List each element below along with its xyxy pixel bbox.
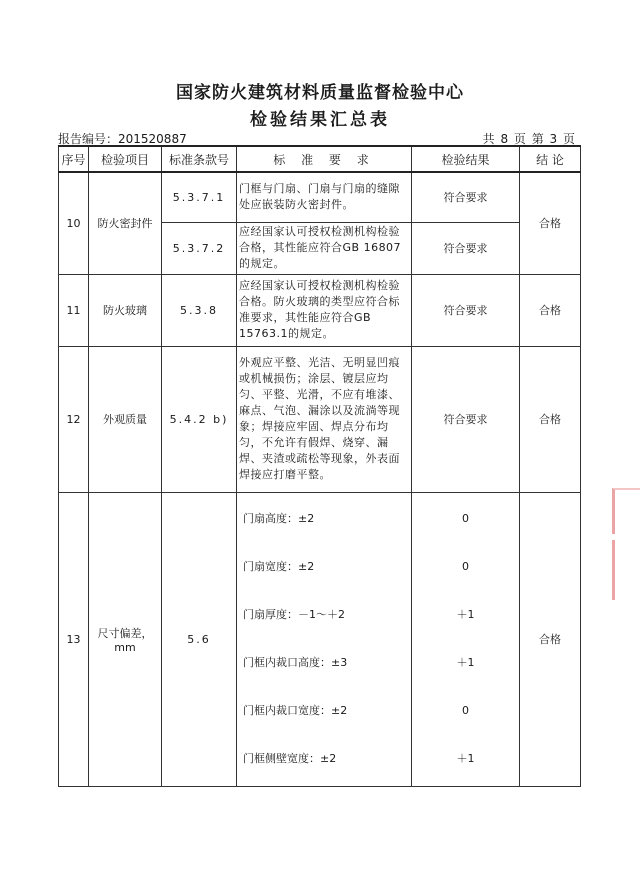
list-item: 0 bbox=[462, 511, 469, 525]
row-result bbox=[412, 492, 520, 786]
page-indicator: 共 8 页 第 3 页 bbox=[482, 132, 576, 146]
col-header-conclusion: 结 论 bbox=[520, 146, 581, 172]
table-row bbox=[59, 346, 581, 492]
col-header-no: 序号 bbox=[59, 146, 89, 172]
row-item: 防火玻璃 bbox=[89, 274, 162, 346]
list-item: ＋1 bbox=[456, 655, 475, 669]
dimension-result-list bbox=[414, 493, 517, 767]
row-clause: 5.3.7.2 bbox=[162, 222, 237, 274]
list-item: 门扇高度：±2 bbox=[243, 511, 315, 525]
seal-fragment-bottom bbox=[612, 540, 640, 600]
dimension-requirement-list bbox=[239, 493, 409, 767]
row-result: 符合要求 bbox=[412, 346, 520, 492]
row-no: 10 bbox=[59, 172, 89, 274]
col-header-clause: 标准条款号 bbox=[162, 146, 237, 172]
col-header-requirement: 标 准 要 求 bbox=[237, 146, 412, 172]
row-conclusion: 合格 bbox=[520, 346, 581, 492]
table-row bbox=[59, 172, 581, 222]
seal-fragment-top bbox=[612, 488, 640, 534]
row-requirement bbox=[237, 492, 412, 786]
table-row bbox=[59, 492, 581, 786]
row-conclusion: 合格 bbox=[520, 492, 581, 786]
row-requirement: 应经国家认可授权检测机构检验合格，其性能应符合GB 16807的规定。 bbox=[237, 222, 412, 274]
row-result: 符合要求 bbox=[412, 274, 520, 346]
row-conclusion: 合格 bbox=[520, 172, 581, 274]
row-requirement: 应经国家认可授权检测机构检验合格。防火玻璃的类型应符合标准要求，其性能应符合GB 15763.1的规定。 bbox=[237, 274, 412, 346]
report-number: 报告编号：201520887 bbox=[58, 132, 187, 146]
row-result: 符合要求 bbox=[412, 222, 520, 274]
list-item: 0 bbox=[462, 559, 469, 573]
row-conclusion: 合格 bbox=[520, 274, 581, 346]
list-item: 门框侧壁宽度：±2 bbox=[243, 751, 337, 765]
row-clause: 5.3.7.1 bbox=[162, 172, 237, 222]
list-item: 门扇宽度：±2 bbox=[243, 559, 315, 573]
row-no: 12 bbox=[59, 346, 89, 492]
row-no: 13 bbox=[59, 492, 89, 786]
list-item: ＋1 bbox=[456, 751, 475, 765]
row-clause: 5.4.2 b) bbox=[162, 346, 237, 492]
results-table bbox=[58, 145, 581, 787]
page-title: 国家防火建筑材料质量监督检验中心 bbox=[176, 83, 464, 103]
list-item: ＋1 bbox=[456, 607, 475, 621]
list-item: 门扇厚度：－1～＋2 bbox=[243, 607, 345, 621]
col-header-item: 检验项目 bbox=[89, 146, 162, 172]
list-item: 门框内裁口高度：±3 bbox=[243, 655, 348, 669]
table-row bbox=[59, 274, 581, 346]
row-clause: 5.6 bbox=[162, 492, 237, 786]
row-no: 11 bbox=[59, 274, 89, 346]
row-clause: 5.3.8 bbox=[162, 274, 237, 346]
row-requirement: 门框与门扇、门扇与门扇的缝隙处应嵌装防火密封件。 bbox=[237, 172, 412, 222]
row-item: 尺寸偏差，mm bbox=[89, 492, 162, 786]
list-item: 门框内裁口宽度：±2 bbox=[243, 703, 348, 717]
row-item: 防火密封件 bbox=[89, 172, 162, 274]
list-item: 0 bbox=[462, 703, 469, 717]
row-requirement: 外观应平整、光洁、无明显凹痕或机械损伤；涂层、镀层应均匀、平整、光滑，不应有堆漆、麻点、气泡、漏涂以及流淌等现象；焊接应牢固、焊点分布均匀，不允许有假焊、烧穿、漏焊、夹渣或疏松等现象，外表面焊接应打磨平整。 bbox=[237, 346, 412, 492]
row-result: 符合要求 bbox=[412, 172, 520, 222]
row-item: 外观质量 bbox=[89, 346, 162, 492]
page-subtitle: 检验结果汇总表 bbox=[250, 110, 390, 130]
table-header-row bbox=[59, 146, 581, 172]
col-header-result: 检验结果 bbox=[412, 146, 520, 172]
